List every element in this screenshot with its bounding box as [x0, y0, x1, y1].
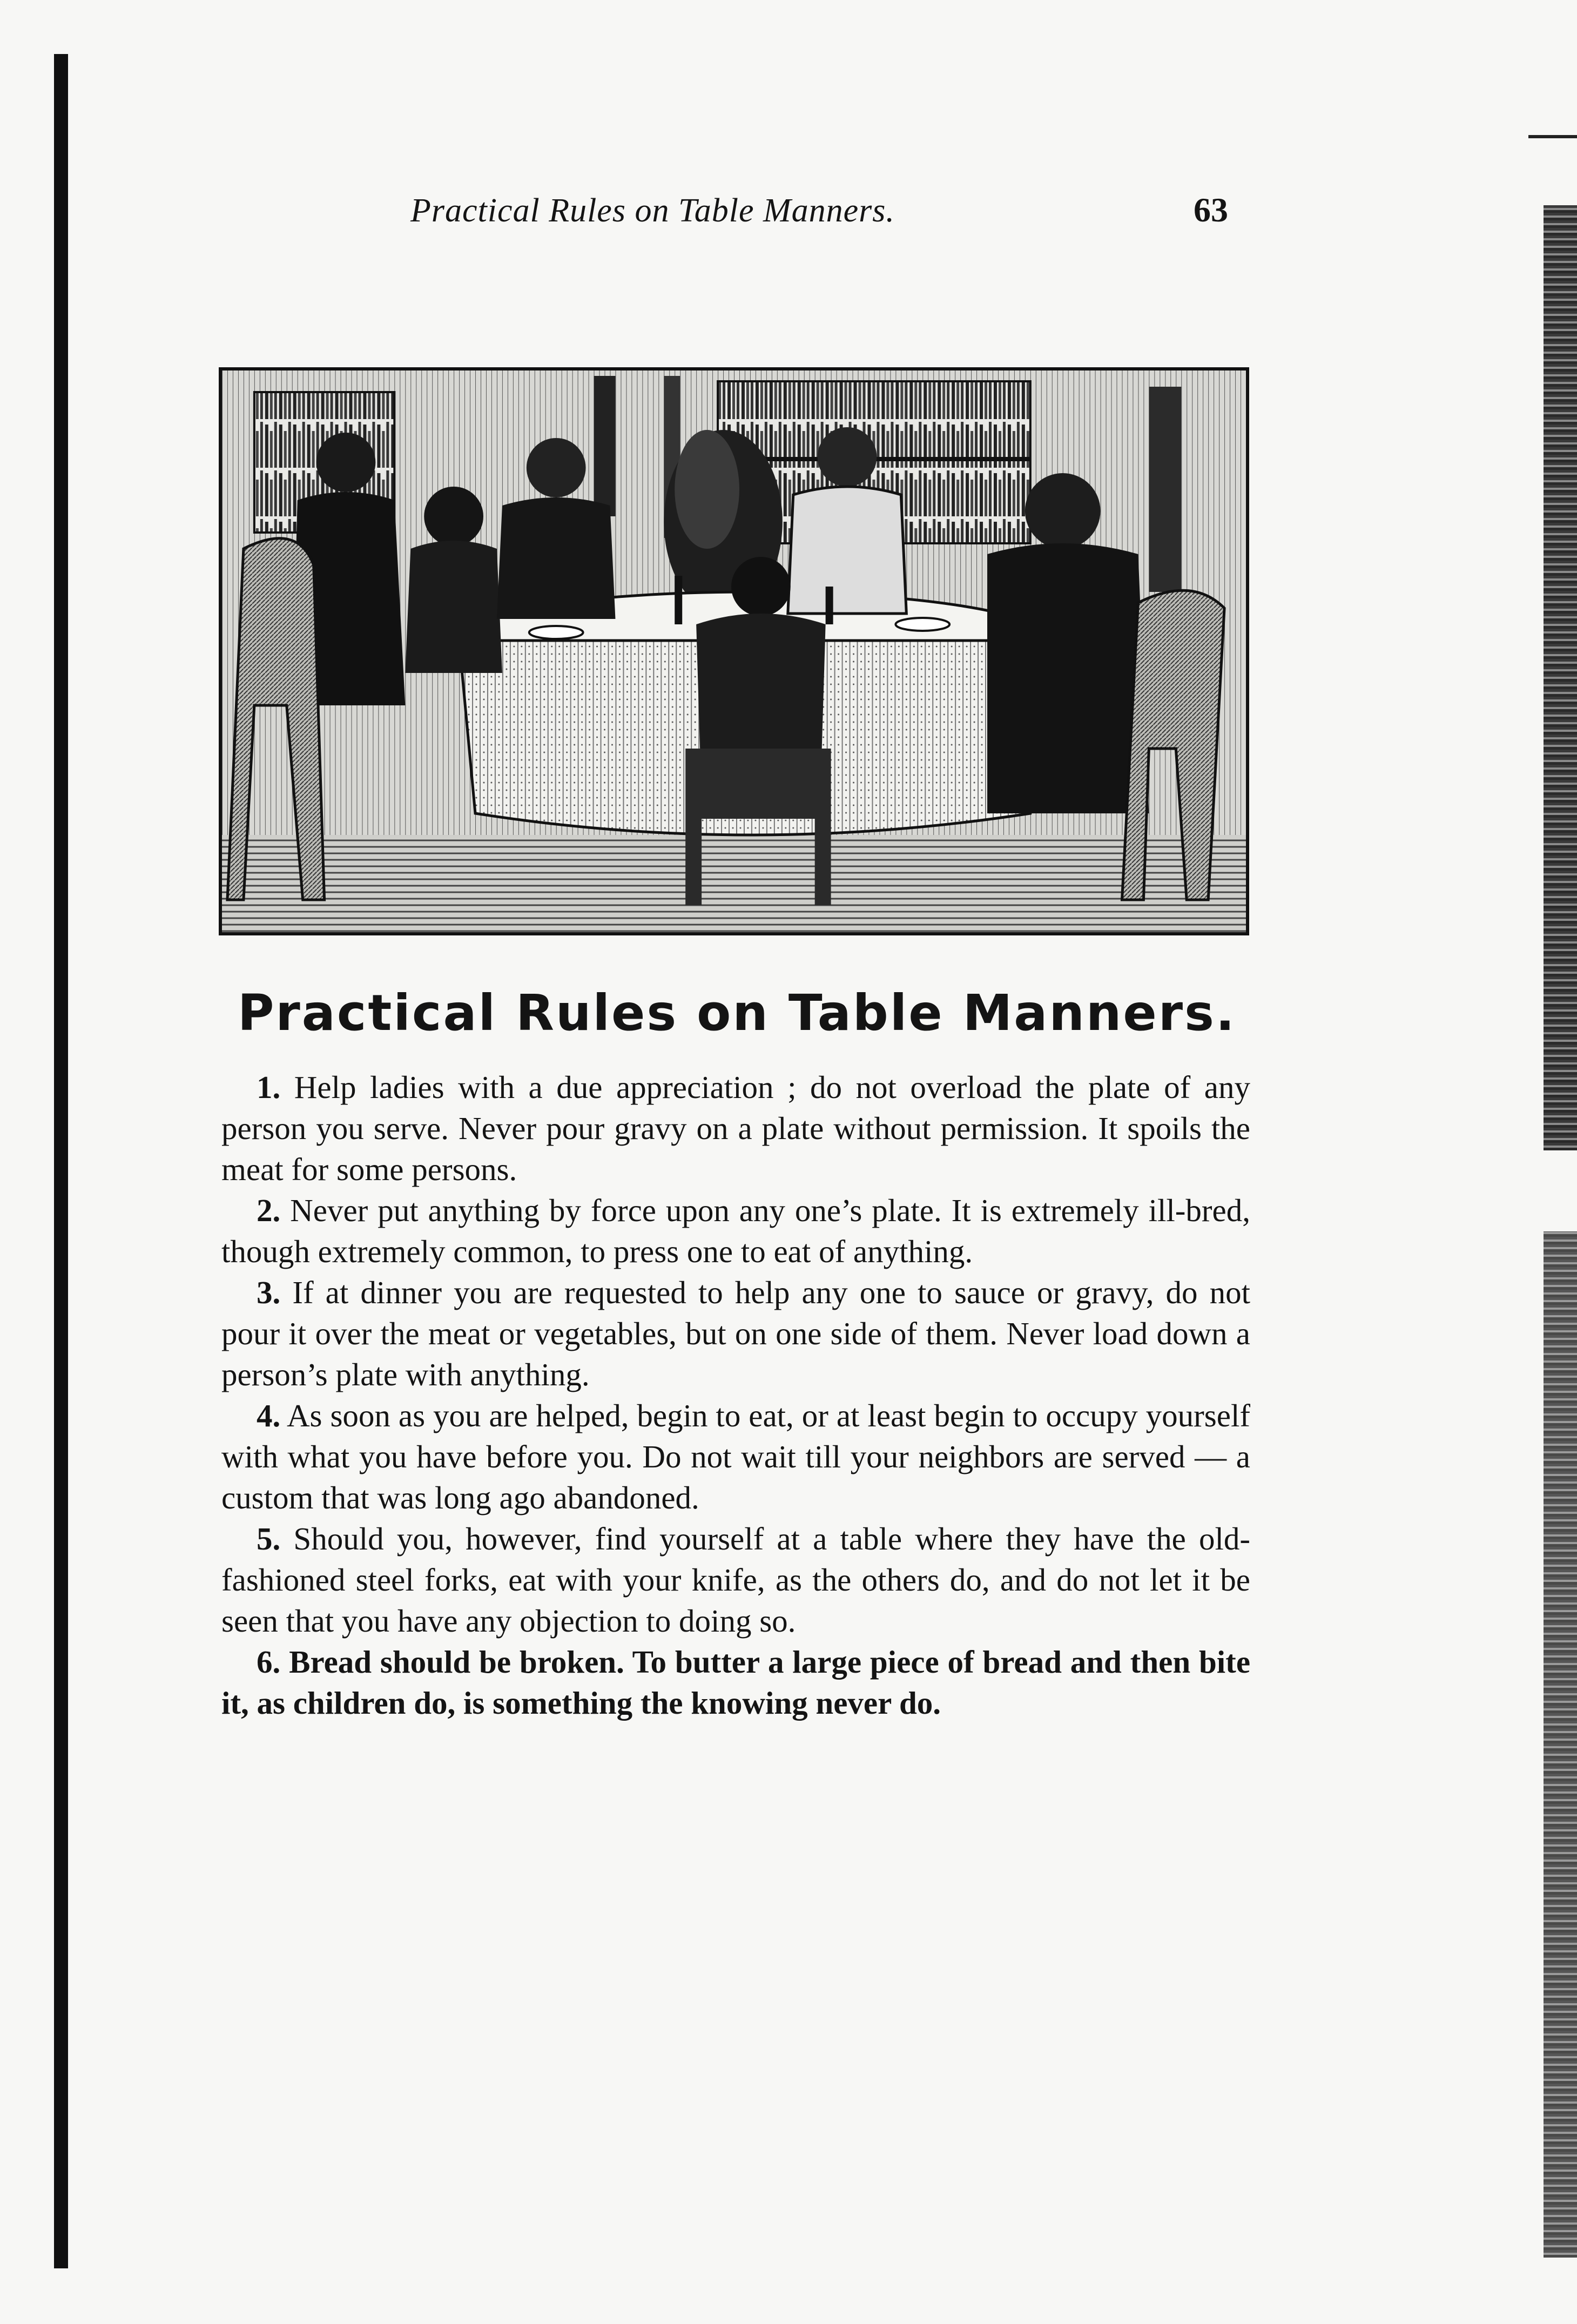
scan-left-edge: [54, 54, 68, 2268]
rule-3-text: If at dinner you are requested to help any one to sauce or gravy, do not pour it over the meat or vegetables, but on one side of them. Never load down a person’s plate with anything.: [221, 1275, 1251, 1392]
rule-6-text: Bread should be broken. To butter a large piece of bread and then bite it, as children do, is something the knowing never do.: [221, 1644, 1251, 1721]
rule-1-number: 1.: [257, 1069, 281, 1105]
running-header-title: Practical Rules on Table Manners.: [410, 192, 895, 229]
article-title: Practical Rules on Table Manners.: [238, 984, 1236, 1042]
scan-right-edge-upper: [1544, 205, 1577, 1150]
rule-2-text: Never put anything by force upon any one’s plate. It is extremely ill-bred, though extremely common, to press one to eat of anything.: [221, 1193, 1250, 1269]
rule-4-number: 4.: [257, 1398, 281, 1433]
rule-6-number: 6.: [257, 1644, 281, 1680]
rule-3-number: 3.: [257, 1275, 281, 1310]
scan-right-edge-lower: [1544, 1231, 1577, 2258]
rule-5-text: Should you, however, find yourself at a table where they have the old-fashioned steel forks, eat with your knife, as the others do, and do not let it be seen that you have any objection to doing so.: [221, 1521, 1250, 1639]
dinner-table-engraving: [219, 367, 1249, 935]
rule-1-text: Help ladies with a due appreciation ; do not overload the plate of any person you serve. Never pour gravy on a plate without permission. It spoils the meat for some persons.: [221, 1069, 1250, 1187]
engraving-image: [222, 371, 1246, 932]
rule-5: [221, 1518, 1250, 1641]
rule-6: [221, 1641, 1250, 1723]
rule-1: [221, 1067, 1250, 1190]
rule-2: [221, 1190, 1250, 1272]
rule-2-number: 2.: [257, 1193, 281, 1228]
rule-4-text: As soon as you are helped, begin to eat, or at least begin to occupy yourself with what you have before you. Do not wait till your neighbors are served — a custom that was long ago abandoned.: [221, 1398, 1250, 1515]
page-number: 63: [1194, 191, 1228, 229]
rule-4: [221, 1395, 1250, 1518]
rule-5-number: 5.: [257, 1521, 281, 1557]
rules-list: [221, 1067, 1250, 1723]
rule-3: [221, 1272, 1250, 1395]
scan-right-mark: [1528, 135, 1577, 138]
